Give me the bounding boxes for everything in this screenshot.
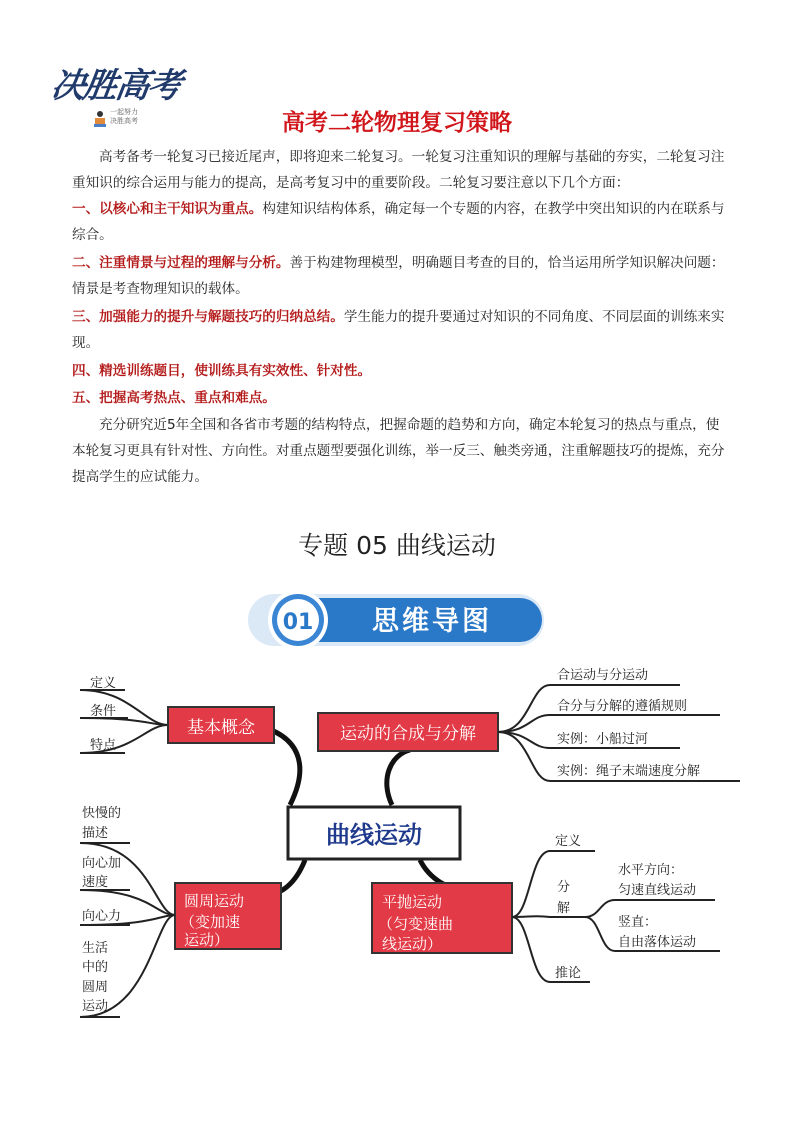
projectile-sub-2a: 竖直： [618,915,658,930]
circular-item-2a: 向心加 [82,856,122,871]
point-5 [72,385,732,411]
mind-map [60,655,760,1030]
point-4 [72,358,732,384]
basic-item-2: 条件 [90,704,117,719]
circular-item-2b: 速度 [82,875,109,890]
page-title: 高考二轮物理复习策略 [282,110,512,136]
point-4-heading: 四、精选训练题目，使训练具有实效性、针对性。 [72,363,372,379]
point-3 [72,304,732,356]
projectile-sub-1a: 水平方向： [618,863,684,878]
compose-item-2: 合分与分解的遵循规则 [557,699,688,714]
circular-item-3: 向心力 [82,909,122,924]
banner-label: 思维导图 [372,606,492,637]
compose-item-4: 实例：绳子末端速度分解 [557,764,701,779]
point-1 [72,196,732,248]
compose-item-1: 合运动与分运动 [557,668,649,683]
projectile-label-3: 线运动） [382,935,443,953]
circular-label-3: 运动） [184,931,230,949]
point-2 [72,250,732,302]
logo-text: 决胜高考 [48,66,183,106]
basic-item-3: 特点 [90,738,117,753]
circular-item-1a: 快慢的 [82,806,122,821]
logo-subtext: 一起努力 决胜高考 [110,108,138,125]
topic-heading: 专题 05 曲线运动 [298,531,496,560]
projectile-item-1: 定义 [555,834,582,849]
intro-paragraph: 高考备考一轮复习已接近尾声，即将迎来二轮复习。一轮复习注重知识的理解与基础的夯实，二轮复习注重知识的综合运用与能力的提高，是高考复习中的重要阶段。二轮复习要注意以下几个方面： [72,149,725,191]
projectile-item-2a: 分 [557,880,571,895]
point-2-body: 善于构建物理模型，明确题目考查的目的，恰当运用所学知识解决问题：情景是考查物理知识的载体。 [72,255,725,297]
point-5-heading: 五、把握高考热点、重点和难点。 [72,390,276,406]
circular-item-1b: 描述 [82,826,109,841]
point-3-heading: 三、加强能力的提升与解题技巧的归纳总结。 [72,309,344,325]
circular-item-4d: 运动 [82,999,109,1014]
center-node-label: 曲线运动 [326,821,422,849]
compose-item-3: 实例：小船过河 [557,732,649,747]
projectile-label-1: 平抛运动 [382,893,443,911]
circular-item-4b: 中的 [82,960,109,975]
circular-item-4c: 圆周 [82,980,109,995]
closing-paragraph: 充分研究近5年全国和各省市考题的结构特点，把握命题的趋势和方向，确定本轮复习的热点与重点，使本轮复习更具有针对性、方向性。对重点题型要强化训练，举一反三、触类旁通，注重解题技巧的提炼，充分提高学生的应试能力。 [72,417,725,485]
banner-number: 01 [282,610,314,635]
circular-item-4a: 生活 [82,941,109,956]
point-2-heading: 二、注重情景与过程的理解与分析。 [72,255,290,271]
projectile-item-3: 推论 [555,966,582,981]
projectile-sub-2b: 自由落体运动 [618,935,697,950]
basic-item-1: 定义 [90,676,117,691]
circular-label-1: 圆周运动 [184,892,245,910]
compose-node-label: 运动的合成与分解 [340,724,476,744]
projectile-item-2b: 解 [557,901,571,916]
point-3-body: 学生能力的提升要通过对知识的不同角度、不同层面的训练来实现。 [72,309,725,351]
projectile-label-2: （匀变速曲 [378,915,454,933]
point-1-heading: 一、以核心和主干知识为重点。 [72,201,263,217]
section-banner [246,588,548,652]
projectile-sub-1b: 匀速直线运动 [618,883,697,898]
point-1-body: 构建知识结构体系，确定每一个专题的内容，在教学中突出知识的内在联系与综合。 [72,201,725,243]
circular-label-2: （变加速 [180,913,241,931]
basic-node-label: 基本概念 [187,718,255,738]
